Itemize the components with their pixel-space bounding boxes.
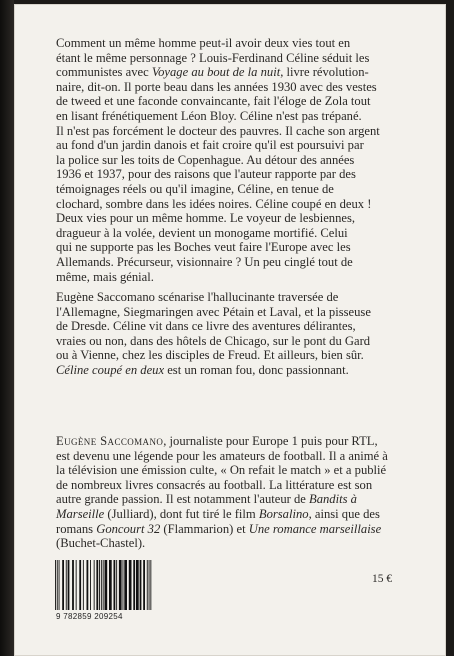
book-title-celine: Céline coupé en deux [56, 363, 165, 378]
text-fragment: est un roman fou, donc passionnant. [164, 363, 349, 378]
barcode-bar [140, 560, 142, 610]
text-line: est devenu une légende pour les amateurs de football. Il a animé à [56, 448, 388, 463]
barcode-bar [116, 560, 117, 610]
text-line: dragueur à la volée, devient un monogame mortifié. Celui [56, 225, 348, 240]
barcode-bar [76, 560, 77, 610]
text-line: Eugène Saccomano scénarise l'hallucinante traversée de [56, 290, 339, 305]
barcode-bar [133, 560, 135, 610]
text-fragment: (Flammarion) et [160, 521, 249, 536]
book-title-romance: Une romance marseillaise [248, 521, 382, 536]
barcode-bar [149, 560, 150, 610]
barcode-bar [59, 560, 60, 610]
text-line: de tweed et une faconde convaincante, fait l'éloge de Zola tout [56, 94, 371, 109]
text-line: Il n'est pas forcément le docteur des pauvres. Il cache son argent [56, 123, 380, 138]
text-line: Deux vies pour un même homme. Le voyeur de lesbiennes, [56, 211, 356, 226]
text-line: ou à Vienne, chez les disciples de Freud. Et ailleurs, bien sûr. [56, 348, 364, 363]
barcode-bar [87, 560, 89, 610]
barcode-bar [72, 560, 74, 610]
text-line: étant le même personnage ? Louis-Ferdinand Céline séduit les [56, 50, 370, 65]
book-title-goncourt: Goncourt 32 [96, 521, 161, 536]
text-line: la télévision une émission culte, « On refait le match » et a publié [56, 463, 387, 478]
bio-paragraph [56, 434, 410, 551]
author-name: Eugène Saccomano [56, 434, 164, 448]
text-line: Comment un même homme peut-il avoir deux vies tout en [56, 36, 351, 50]
price-label: 15 € [372, 573, 393, 585]
barcode-bar [90, 560, 91, 610]
barcode-bar [94, 560, 95, 610]
barcode-bar [62, 560, 64, 610]
barcode-bar [96, 560, 98, 610]
barcode [52, 560, 160, 614]
text-line: au fond d'un jardin danois et fait croire qu'il est poursuivi par [56, 138, 364, 153]
barcode-number: 9 782859 209254 [56, 612, 123, 621]
barcode-bar [68, 560, 70, 610]
barcode-bar [123, 560, 124, 610]
text-fragment: , livre révolution- [280, 65, 369, 80]
book-title-marseille: Marseille [56, 506, 105, 521]
barcode-bar [66, 560, 67, 610]
barcode-bar [83, 560, 84, 610]
barcode-bar [79, 560, 81, 610]
text-line: vraies ou non, dans des hôtels de Chicago, sur le pont du Gard [56, 333, 371, 348]
text-line [56, 522, 410, 537]
film-title-borsalino: Borsalino [258, 506, 309, 521]
barcode-bar [103, 560, 104, 610]
barcode-bar [150, 560, 151, 610]
barcode-bar [147, 560, 148, 610]
text-line [56, 65, 410, 80]
book-title-voyage: Voyage au bout de la nuit [151, 65, 281, 80]
book-title-bandits: Bandits à [309, 492, 357, 507]
text-line [56, 507, 410, 522]
barcode-bar [114, 560, 116, 610]
text-line: 1936 et 1937, pour des raisons que l'auteur rapporte par des [56, 167, 356, 182]
text-fragment: romans [56, 521, 94, 536]
summary-paragraph-1 [56, 36, 410, 284]
text-line: qui ne supporte pas les Boches veut faire l'Europe avec les [56, 240, 351, 255]
text-line: (Buchet-Chastel). [56, 536, 146, 551]
text-fragment: communistes avec [56, 65, 152, 80]
barcode-bar [55, 560, 56, 610]
text-fragment: , ainsi que des [308, 506, 380, 521]
barcode-bar [99, 560, 100, 610]
summary-paragraph-2 [56, 290, 410, 378]
text-line: en lisant frénétiquement Léon Bloy. Céline n'est pas trépané. [56, 108, 362, 123]
text-line: la police sur les toits de Copenhague. Au détour des années [56, 152, 355, 167]
text-line: de Dresde. Céline vit dans ce livre des aventures délirantes, [56, 319, 356, 334]
page-shadow [0, 0, 14, 656]
text-line: Allemands. Précurseur, visionnaire ? Un peu cinglé tout de [56, 254, 353, 269]
barcode-bar [124, 560, 127, 610]
text-line [56, 434, 410, 449]
summary-block [56, 36, 410, 378]
text-fragment: , journaliste pour Europe 1 puis pour RTL, [163, 434, 378, 448]
text-line: témoignages réels ou qu'il imagine, Céline, en tenue de [56, 181, 334, 196]
barcode-bar [105, 560, 108, 610]
text-line: naire, dit-on. Il porte beau dans les années 1930 avec des vestes [56, 79, 377, 94]
text-line [56, 363, 410, 378]
barcode-bar [101, 560, 102, 610]
barcode-bar [136, 560, 139, 610]
barcode-bar [119, 560, 122, 610]
text-line: clochard, sombre dans les idées noires. Céline coupé en deux ! [56, 196, 372, 211]
text-line [56, 492, 410, 507]
barcode-bar [57, 560, 58, 610]
text-line: l'Allemagne, Siegmaringen avec Pétain et Laval, et la pisseuse [56, 304, 371, 319]
barcode-bar [143, 560, 145, 610]
barcode-bar [129, 560, 132, 610]
author-bio [56, 434, 410, 551]
text-fragment: autre grande passion. Il est notamment l'auteur de [56, 492, 310, 507]
text-line: même, mais génial. [56, 269, 154, 284]
text-line: de nombreux livres consacrés au football. La littérature est son [56, 477, 373, 492]
barcode-bar [109, 560, 112, 610]
text-fragment: (Julliard), dont fut tiré le film [104, 506, 259, 521]
